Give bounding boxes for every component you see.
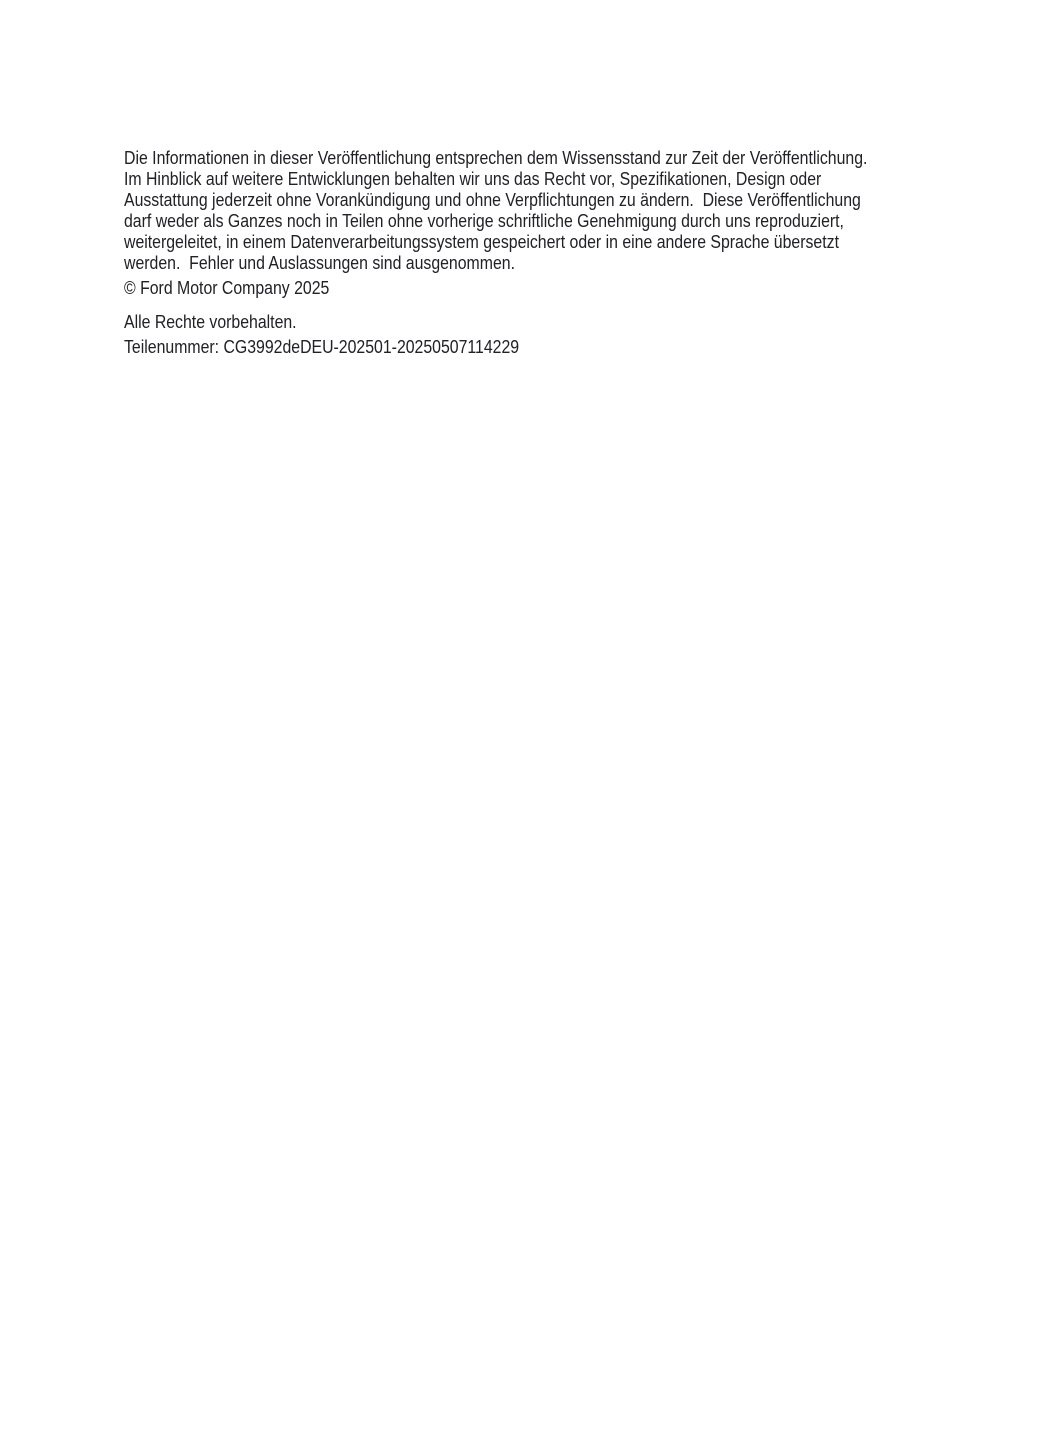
disclaimer-line-5: weitergeleitet, in einem Datenverarbeitungssystem gespeichert oder in eine andere Sprache übersetzt bbox=[124, 232, 839, 252]
copyright-page-content bbox=[124, 148, 942, 358]
disclaimer-line-1: Die Informationen in dieser Veröffentlichung entsprechen dem Wissensstand zur Zeit der Veröffentlichung. bbox=[124, 148, 868, 168]
rights-reserved-text: Alle Rechte vorbehalten. bbox=[124, 312, 297, 332]
disclaimer-line-2: Im Hinblick auf weitere Entwicklungen behalten wir uns das Recht vor, Spezifikationen, Design oder bbox=[124, 169, 822, 189]
disclaimer-paragraph bbox=[124, 148, 942, 274]
copyright-notice: © Ford Motor Company 2025 bbox=[124, 278, 330, 298]
disclaimer-line-4: darf weder als Ganzes noch in Teilen ohne vorherige schriftliche Genehmigung durch uns reproduziert, bbox=[124, 211, 844, 231]
disclaimer-line-3: Ausstattung jederzeit ohne Vorankündigung und ohne Verpflichtungen zu ändern. Diese Veröffentlichung bbox=[124, 190, 861, 210]
disclaimer-line-6: werden. Fehler und Auslassungen sind ausgenommen. bbox=[124, 253, 515, 273]
part-number: Teilenummer: CG3992deDEU-202501-20250507114229 bbox=[124, 337, 520, 357]
